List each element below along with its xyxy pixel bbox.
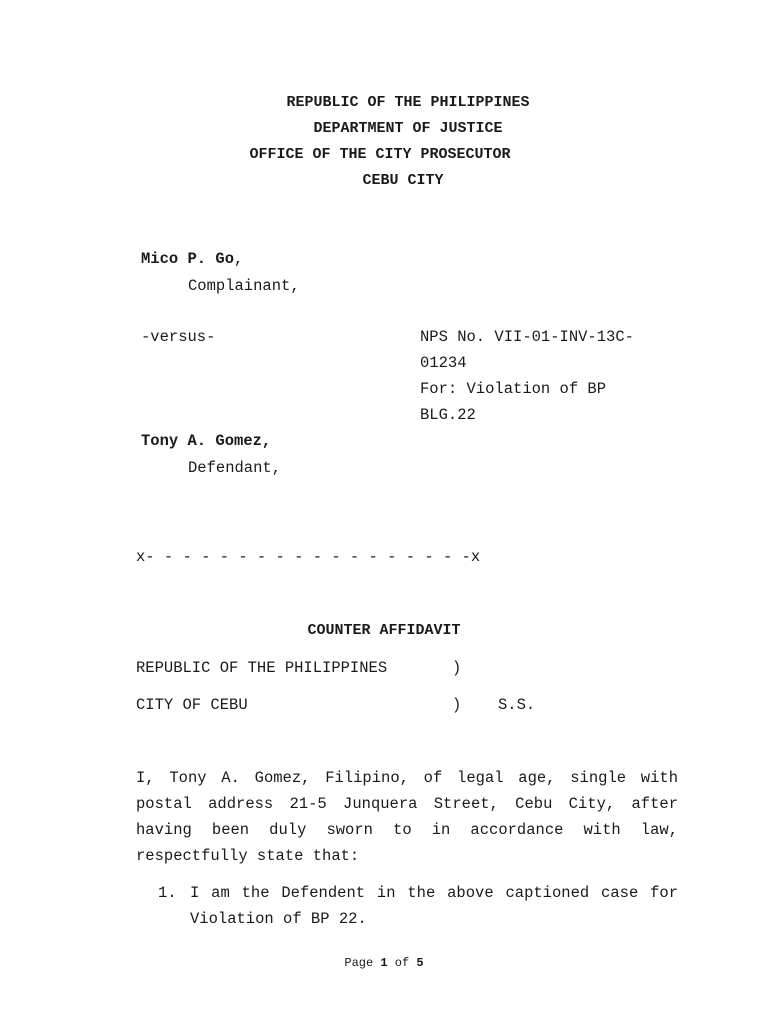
- complainant-name: Mico P. Go: [141, 250, 235, 268]
- list-item: [158, 880, 678, 932]
- caption-separator: x- - - - - - - - - - - - - - - - - -x: [136, 548, 481, 566]
- list-item-text: I am the Defendent in the above captioned case for Violation of BP 22.: [190, 884, 678, 928]
- header-department: DEPARTMENT OF JUSTICE: [313, 120, 503, 137]
- footer-of-word: of: [394, 956, 410, 970]
- venue-city: CITY OF CEBU: [136, 696, 248, 714]
- footer-total-pages: 5: [416, 956, 424, 970]
- venue-paren-1: ): [452, 659, 462, 677]
- document-title: COUNTER AFFIDAVIT: [307, 622, 461, 639]
- nps-number-line2: 01234: [420, 354, 467, 372]
- nps-number-line1: NPS No. VII-01-INV-13C-: [420, 328, 634, 346]
- footer-current-page: 1: [380, 956, 388, 970]
- versus-label: -versus-: [141, 328, 216, 346]
- defendant-role: Defendant,: [188, 459, 282, 477]
- footer-page-word: Page: [344, 956, 374, 970]
- header-office: OFFICE OF THE CITY PROSECUTOR: [249, 146, 511, 163]
- page-footer: [0, 955, 768, 971]
- intro-paragraph: I, Tony A. Gomez, Filipino, of legal age, single with postal address 21-5 Junquera Street, Cebu City, after having been duly sworn to in accordance with law, respectfully state that:: [136, 769, 678, 865]
- complainant-name-line: [141, 249, 243, 269]
- charge-line2: BLG.22: [420, 406, 476, 424]
- list-item-number: 1.: [158, 884, 177, 902]
- venue-ss: S.S.: [498, 696, 536, 714]
- complainant-comma: ,: [234, 250, 244, 268]
- header-republic: REPUBLIC OF THE PHILIPPINES: [286, 94, 530, 111]
- venue-republic: REPUBLIC OF THE PHILIPPINES: [136, 659, 388, 677]
- complainant-role: Complainant,: [188, 277, 300, 295]
- header-city: CEBU CITY: [362, 172, 444, 189]
- charge-line1: For: Violation of BP: [420, 380, 607, 398]
- defendant-name: Tony A. Gomez,: [141, 432, 272, 450]
- venue-paren-2: ): [452, 696, 462, 714]
